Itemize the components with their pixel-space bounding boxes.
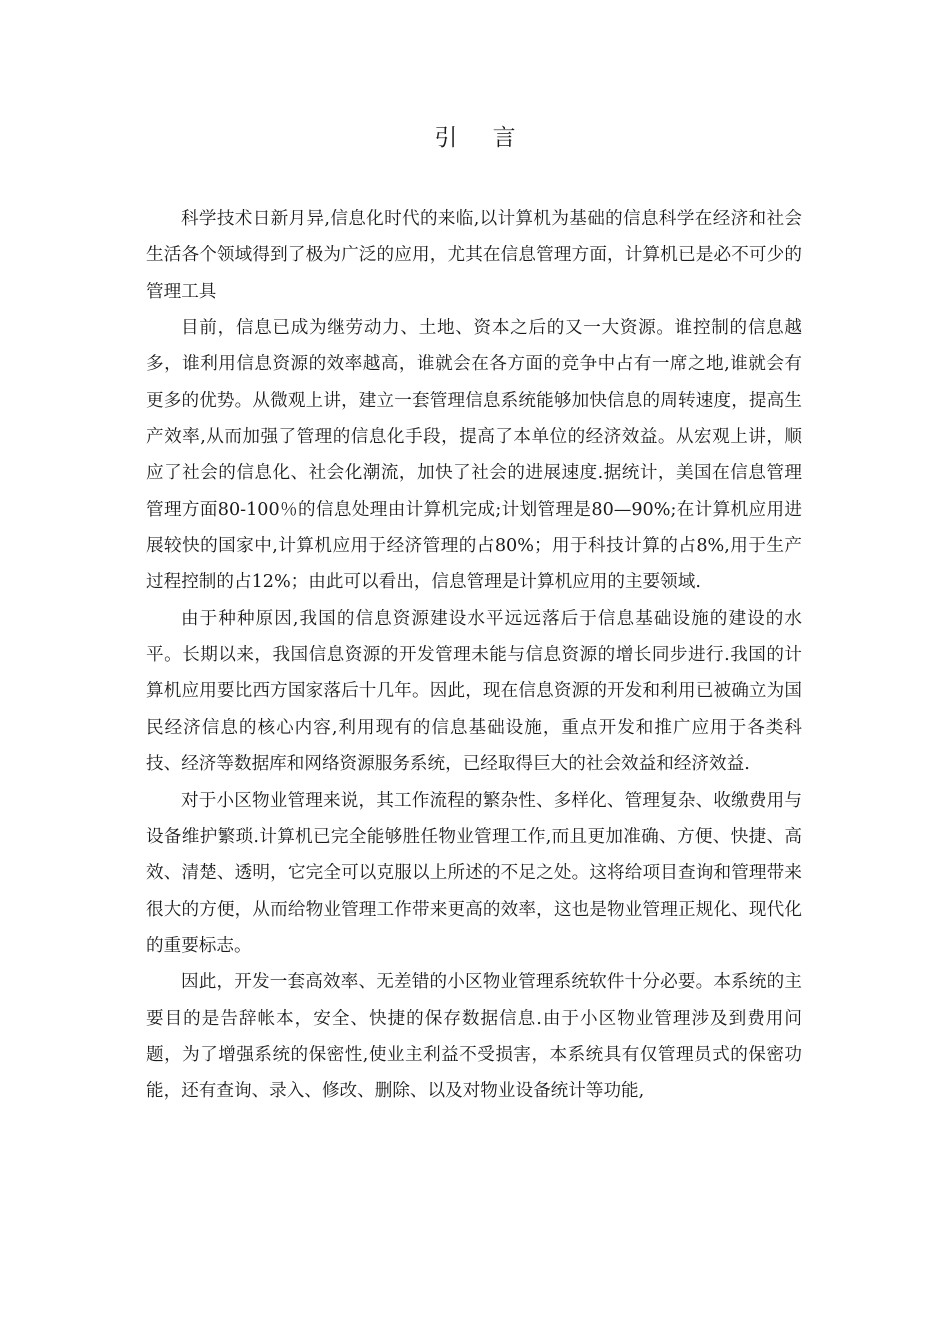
paragraph-4: 对于小区物业管理来说，其工作流程的繁杂性、多样化、管理复杂、收缴费用与设备维护繁琐.计算机已完全能够胜任物业管理工作,而且更加准确、方便、快捷、高效、清楚、透明，它完全可以克服以上所述的不足之处。这将给项目查询和管理带来很大的方便，从而给物业管理工作带来更高的效率，这也是物业管理正规化、现代化的重要标志。 bbox=[146, 790, 802, 956]
document-body bbox=[146, 201, 802, 1110]
paragraph-1: 科学技术日新月异,信息化时代的来临,以计算机为基础的信息科学在经济和社会生活各个领域得到了极为广泛的应用，尤其在信息管理方面，计算机已是必不可少的管理工具 bbox=[146, 209, 802, 302]
paragraph-5: 因此，开发一套高效率、无差错的小区物业管理系统软件十分必要。本系统的主要目的是告辞帐本，安全、快捷的保存数据信息.由于小区物业管理涉及到费用问题，为了增强系统的保密性,使业主利益不受损害，本系统具有仅管理员式的保密功能，还有查询、录入、修改、删除、以及对物业设备统计等功能, bbox=[146, 972, 802, 1102]
paragraph-3: 由于种种原因,我国的信息资源建设水平远远落后于信息基础设施的建设的水平。长期以来，我国信息资源的开发管理未能与信息资源的增长同步进行.我国的计算机应用要比西方国家落后十几年。因此，现在信息资源的开发和利用已被确立为国民经济信息的核心内容,利用现有的信息基础设施，重点开发和推广应用于各类科技、经济等数据库和网络资源服务系统，已经取得巨大的社会效益和经济效益. bbox=[146, 608, 802, 775]
paragraph-2: 目前，信息已成为继劳动力、土地、资本之后的又一大资源。谁控制的信息越多，谁利用信息资源的效率越高，谁就会在各方面的竞争中占有一席之地,谁就会有更多的优势。从微观上讲，建立一套管理信息系统能够加快信息的周转速度，提高生产效率,从而加强了管理的信息化手段，提高了本单位的经济效益。从宏观上讲，顺应了社会的信息化、社会化潮流，加快了社会的进展速度.据统计，美国在信息管理管理方面80-100％的信息处理由计算机完成;计划管理是80—90%;在计算机应用进展较快的国家中,计算机应用于经济管理的占80%；用于科技计算的占8%,用于生产过程控制的占12%；由此可以看出，信息管理是计算机应用的主要领域. bbox=[146, 318, 802, 593]
page-title: 引 言 bbox=[434, 125, 530, 151]
